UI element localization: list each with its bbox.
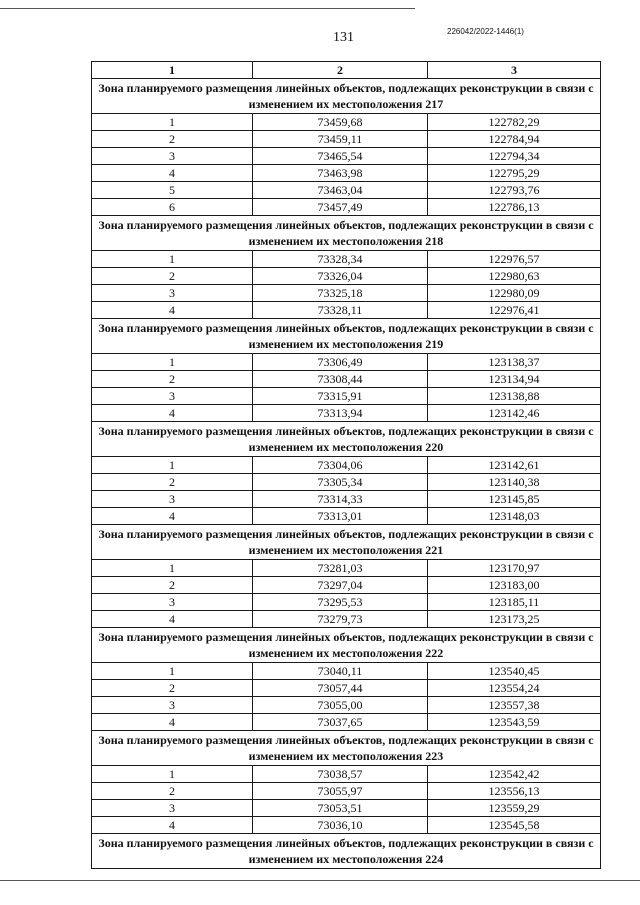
table-row xyxy=(92,508,601,525)
y-coordinate-cell: 122980,09 xyxy=(428,285,601,302)
y-coordinate-cell: 122793,76 xyxy=(428,182,601,199)
table-row xyxy=(92,474,601,491)
table-row xyxy=(92,131,601,148)
table-header-row xyxy=(92,62,601,79)
point-number-cell: 2 xyxy=(92,783,253,800)
x-coordinate-cell: 73308,44 xyxy=(253,371,428,388)
zone-title-row xyxy=(92,422,601,457)
point-number-cell: 2 xyxy=(92,474,253,491)
zone-title: Зона планируемого размещения линейных объектов, подлежащих реконструкции в связи с изменением их местоположения 219 xyxy=(92,319,601,354)
coordinates-table xyxy=(91,61,601,869)
x-coordinate-cell: 73297,04 xyxy=(253,577,428,594)
x-coordinate-cell: 73463,04 xyxy=(253,182,428,199)
x-coordinate-cell: 73306,49 xyxy=(253,354,428,371)
table-row xyxy=(92,199,601,216)
point-number-cell: 2 xyxy=(92,371,253,388)
y-coordinate-cell: 122782,29 xyxy=(428,114,601,131)
x-coordinate-cell: 73314,33 xyxy=(253,491,428,508)
x-coordinate-cell: 73036,10 xyxy=(253,817,428,834)
x-coordinate-cell: 73313,94 xyxy=(253,405,428,422)
y-coordinate-cell: 123556,13 xyxy=(428,783,601,800)
zone-title-row xyxy=(92,731,601,766)
zone-title: Зона планируемого размещения линейных объектов, подлежащих реконструкции в связи с изменением их местоположения 218 xyxy=(92,216,601,251)
x-coordinate-cell: 73304,06 xyxy=(253,457,428,474)
table-row xyxy=(92,680,601,697)
y-coordinate-cell: 123185,11 xyxy=(428,594,601,611)
x-coordinate-cell: 73037,65 xyxy=(253,714,428,731)
zone-title: Зона планируемого размещения линейных объектов, подлежащих реконструкции в связи с изменением их местоположения 221 xyxy=(92,525,601,560)
table-row xyxy=(92,114,601,131)
table-row xyxy=(92,371,601,388)
point-number-cell: 3 xyxy=(92,388,253,405)
page-number: 131 xyxy=(333,30,354,45)
x-coordinate-cell: 73057,44 xyxy=(253,680,428,697)
table-row xyxy=(92,148,601,165)
zone-title: Зона планируемого размещения линейных объектов, подлежащих реконструкции в связи с изменением их местоположения 224 xyxy=(92,834,601,869)
point-number-cell: 1 xyxy=(92,457,253,474)
x-coordinate-cell: 73326,04 xyxy=(253,268,428,285)
column-header-3: 3 xyxy=(428,62,601,79)
top-border-line xyxy=(0,8,415,9)
table-row xyxy=(92,405,601,422)
y-coordinate-cell: 123148,03 xyxy=(428,508,601,525)
y-coordinate-cell: 123183,00 xyxy=(428,577,601,594)
y-coordinate-cell: 123138,88 xyxy=(428,388,601,405)
y-coordinate-cell: 122794,34 xyxy=(428,148,601,165)
y-coordinate-cell: 123142,61 xyxy=(428,457,601,474)
y-coordinate-cell: 122976,57 xyxy=(428,251,601,268)
y-coordinate-cell: 123540,45 xyxy=(428,663,601,680)
point-number-cell: 1 xyxy=(92,766,253,783)
table-row xyxy=(92,611,601,628)
y-coordinate-cell: 123559,29 xyxy=(428,800,601,817)
point-number-cell: 1 xyxy=(92,560,253,577)
table-row xyxy=(92,491,601,508)
zone-title: Зона планируемого размещения линейных объектов, подлежащих реконструкции в связи с изменением их местоположения 222 xyxy=(92,628,601,663)
y-coordinate-cell: 122786,13 xyxy=(428,199,601,216)
point-number-cell: 1 xyxy=(92,354,253,371)
zone-title: Зона планируемого размещения линейных объектов, подлежащих реконструкции в связи с изменением их местоположения 223 xyxy=(92,731,601,766)
y-coordinate-cell: 123142,46 xyxy=(428,405,601,422)
table-row xyxy=(92,817,601,834)
x-coordinate-cell: 73328,11 xyxy=(253,302,428,319)
table-row xyxy=(92,560,601,577)
y-coordinate-cell: 123545,58 xyxy=(428,817,601,834)
point-number-cell: 4 xyxy=(92,611,253,628)
table-row xyxy=(92,354,601,371)
x-coordinate-cell: 73463,98 xyxy=(253,165,428,182)
zone-title: Зона планируемого размещения линейных объектов, подлежащих реконструкции в связи с изменением их местоположения 220 xyxy=(92,422,601,457)
x-coordinate-cell: 73315,91 xyxy=(253,388,428,405)
x-coordinate-cell: 73055,00 xyxy=(253,697,428,714)
table-row xyxy=(92,714,601,731)
table-row xyxy=(92,766,601,783)
x-coordinate-cell: 73465,54 xyxy=(253,148,428,165)
table-row xyxy=(92,594,601,611)
table-row xyxy=(92,268,601,285)
point-number-cell: 3 xyxy=(92,800,253,817)
point-number-cell: 1 xyxy=(92,663,253,680)
point-number-cell: 2 xyxy=(92,680,253,697)
point-number-cell: 1 xyxy=(92,114,253,131)
table-row xyxy=(92,663,601,680)
bottom-border-line xyxy=(0,880,640,881)
coordinates-table-body xyxy=(92,62,601,869)
x-coordinate-cell: 73305,34 xyxy=(253,474,428,491)
point-number-cell: 3 xyxy=(92,285,253,302)
point-number-cell: 1 xyxy=(92,251,253,268)
column-header-1: 1 xyxy=(92,62,253,79)
y-coordinate-cell: 122980,63 xyxy=(428,268,601,285)
point-number-cell: 3 xyxy=(92,594,253,611)
table-row xyxy=(92,457,601,474)
x-coordinate-cell: 73038,57 xyxy=(253,766,428,783)
zone-title-row xyxy=(92,525,601,560)
zone-title-row xyxy=(92,79,601,114)
point-number-cell: 2 xyxy=(92,268,253,285)
point-number-cell: 3 xyxy=(92,491,253,508)
point-number-cell: 4 xyxy=(92,508,253,525)
point-number-cell: 3 xyxy=(92,148,253,165)
x-coordinate-cell: 73459,11 xyxy=(253,131,428,148)
point-number-cell: 4 xyxy=(92,714,253,731)
table-row xyxy=(92,800,601,817)
x-coordinate-cell: 73040,11 xyxy=(253,663,428,680)
x-coordinate-cell: 73279,73 xyxy=(253,611,428,628)
table-row xyxy=(92,697,601,714)
y-coordinate-cell: 123542,42 xyxy=(428,766,601,783)
y-coordinate-cell: 123138,37 xyxy=(428,354,601,371)
zone-title-row xyxy=(92,216,601,251)
y-coordinate-cell: 123543,59 xyxy=(428,714,601,731)
table-row xyxy=(92,302,601,319)
y-coordinate-cell: 122784,94 xyxy=(428,131,601,148)
y-coordinate-cell: 123145,85 xyxy=(428,491,601,508)
y-coordinate-cell: 123557,38 xyxy=(428,697,601,714)
x-coordinate-cell: 73325,18 xyxy=(253,285,428,302)
zone-title: Зона планируемого размещения линейных объектов, подлежащих реконструкции в связи с изменением их местоположения 217 xyxy=(92,79,601,114)
point-number-cell: 3 xyxy=(92,697,253,714)
table-row xyxy=(92,251,601,268)
y-coordinate-cell: 122976,41 xyxy=(428,302,601,319)
point-number-cell: 4 xyxy=(92,302,253,319)
y-coordinate-cell: 123554,24 xyxy=(428,680,601,697)
document-code: 226042/2022-1446(1) xyxy=(447,27,524,36)
y-coordinate-cell: 123173,25 xyxy=(428,611,601,628)
point-number-cell: 5 xyxy=(92,182,253,199)
x-coordinate-cell: 73313,01 xyxy=(253,508,428,525)
y-coordinate-cell: 123170,97 xyxy=(428,560,601,577)
zone-title-row xyxy=(92,319,601,354)
point-number-cell: 4 xyxy=(92,817,253,834)
column-header-2: 2 xyxy=(253,62,428,79)
table-row xyxy=(92,182,601,199)
table-row xyxy=(92,165,601,182)
y-coordinate-cell: 123134,94 xyxy=(428,371,601,388)
point-number-cell: 6 xyxy=(92,199,253,216)
point-number-cell: 2 xyxy=(92,131,253,148)
x-coordinate-cell: 73295,53 xyxy=(253,594,428,611)
point-number-cell: 2 xyxy=(92,577,253,594)
table-row xyxy=(92,783,601,800)
point-number-cell: 4 xyxy=(92,405,253,422)
y-coordinate-cell: 123140,38 xyxy=(428,474,601,491)
x-coordinate-cell: 73457,49 xyxy=(253,199,428,216)
x-coordinate-cell: 73328,34 xyxy=(253,251,428,268)
zone-title-row xyxy=(92,834,601,869)
table-row xyxy=(92,577,601,594)
x-coordinate-cell: 73281,03 xyxy=(253,560,428,577)
zone-title-row xyxy=(92,628,601,663)
x-coordinate-cell: 73055,97 xyxy=(253,783,428,800)
x-coordinate-cell: 73459,68 xyxy=(253,114,428,131)
x-coordinate-cell: 73053,51 xyxy=(253,800,428,817)
point-number-cell: 4 xyxy=(92,165,253,182)
table-row xyxy=(92,388,601,405)
table-row xyxy=(92,285,601,302)
y-coordinate-cell: 122795,29 xyxy=(428,165,601,182)
